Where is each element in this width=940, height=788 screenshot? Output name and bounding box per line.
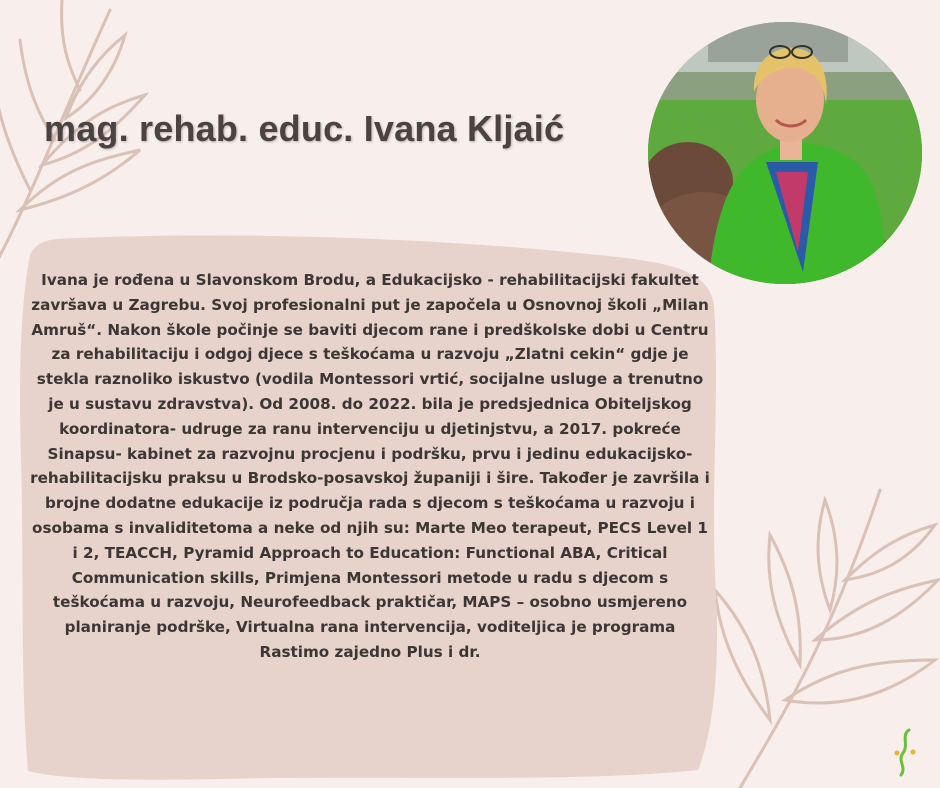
- bio-text: Ivana je rođena u Slavonskom Brodu, a Edukacijsko - rehabilitacijski fakultet završava u Zagrebu. Svoj profesionalni put je započela u Osnovnoj školi „Milan Amruš“. Nakon škole počinje se baviti djecom rane i predškolske dobi u Centru za rehabilitaciju i odgoj djece s teškoćama u razvoju „Zlatni cekin“ gdje je stekla raznoliko iskustvo (vodila Montessori vrtić, socijalne usluge a trenutno je u sustavu zdravstva). Od 2008. do 2022. bila je predsjednica Obiteljskog koordinatora- udruge za ranu intervenciju u djetinjstvu, a 2017. pokreće Sinapsu- kabinet za razvojnu procjenu i podršku, prvu i jedinu edukacijsko- rehabilitacijsku praksu u Brodsko-posavskoj županiji i šire. Također je završila i brojne dodatne edukacije iz područja rada s djecom s teškoćama u razvoju i osobama s invaliditetoma a neke od njih su: Marte Meo terapeut, PECS Level 1 i 2, TEACCH, Pyramid Approach to Education: Functional ABA, Critical Communication skills, Primjena Montessori metode u radu s djecom s teškoćama u razvoju, Neurofeedback praktičar, MAPS – osobno usmjereno planiranje podrške, Virtualna rana intervencija, voditeljica je programa Rastimo zajedno Plus i dr.: [30, 271, 710, 661]
- brand-logo-icon: [893, 727, 919, 777]
- portrait-photo: [648, 22, 922, 284]
- page-title: mag. rehab. educ. Ivana Kljaić: [44, 108, 565, 149]
